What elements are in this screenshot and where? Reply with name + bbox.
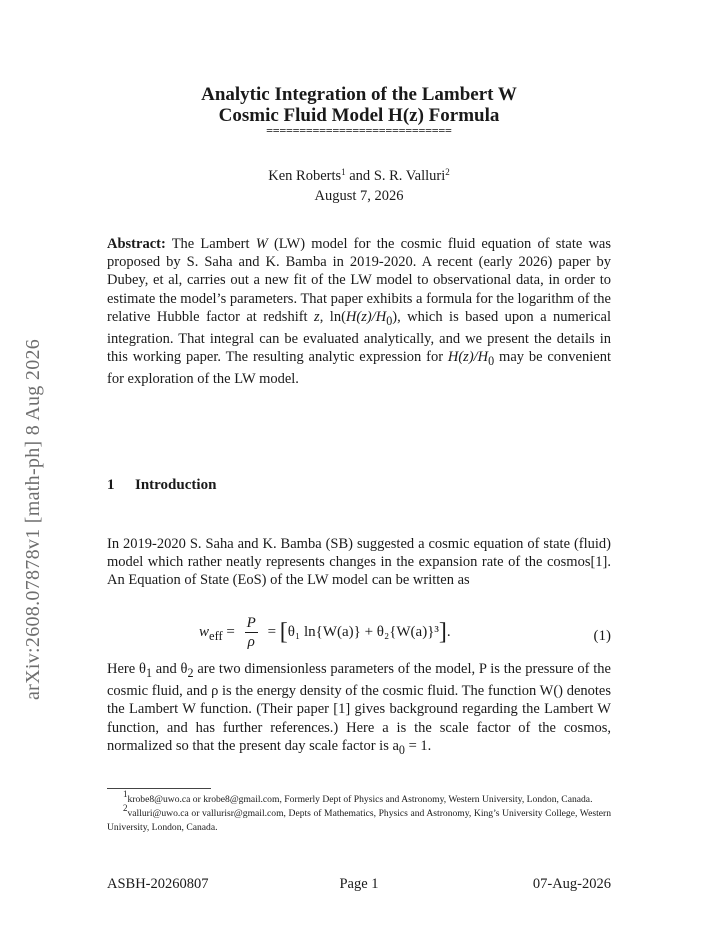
author-2: S. R. Valluri [373, 168, 446, 184]
eq-lhs: w [199, 623, 210, 640]
para2-text-a: Here θ [107, 661, 146, 677]
abstract-text-1: The Lambert [165, 236, 256, 252]
footnote-1-text: krobe8@uwo.ca or krobe8@gmail.com, Formerly Dept of Physics and Astronomy, Western University, London, Canada. [127, 794, 593, 805]
eq-denominator: ρ [247, 634, 255, 650]
eq-fraction [245, 614, 258, 651]
footnote-2-mark: 2 [123, 803, 128, 813]
eq-numerator: P [246, 615, 256, 631]
theta-1-subscript: 1 [145, 665, 152, 680]
abstract-text-3: , ln( [319, 308, 346, 325]
abstract-h0-subscript: 0 [386, 313, 393, 328]
author-2-footnote-mark: 2 [445, 167, 450, 177]
paper-date: August 7, 2026 [314, 188, 404, 204]
eq-lhs-subscript: eff [209, 628, 223, 643]
footnote-1-mark: 1 [123, 789, 128, 799]
footnote-2 [107, 803, 611, 835]
abstract-w-symbol: W [255, 236, 268, 252]
footer-date: 07-Aug-2026 [532, 876, 611, 892]
intro-paragraph-1: In 2019-2020 S. Saha and K. Bamba (SB) suggested a cosmic equation of state (fluid) model which rather neatly represents changes in the expansion rate of the cosmos[1]. An Equation of State (EoS) of the LW model can be written as [107, 536, 611, 589]
abstract-label: Abstract: [107, 236, 166, 252]
footer-doc-id: ASBH-20260807 [107, 876, 209, 892]
eq-equals: = [222, 623, 239, 640]
eq-equals-2: = [263, 623, 280, 640]
abstract [107, 235, 611, 388]
eq-rhs: θ₁ ln{W(a)} + θ₂{W(a)}³ [287, 623, 439, 640]
intro-paragraph-2 [107, 660, 611, 759]
title-rule: ============================ [266, 124, 452, 137]
abstract-h0-subscript-2: 0 [488, 354, 495, 368]
para2-text-g: = 1. [404, 737, 432, 754]
eq-left-bracket: [ [279, 619, 288, 645]
abstract-z-symbol: z [314, 308, 320, 325]
abstract-hz-ratio: H(z)/H [345, 308, 387, 325]
equation-1 [107, 612, 611, 658]
title-line-2: Cosmic Fluid Model H(z) Formula [218, 105, 500, 126]
equation-body [199, 614, 451, 651]
footnotes [107, 789, 611, 835]
abstract-text-4: ), which is based upon a numerical integration. That integral can be evaluated analytically, and we present the details in this working paper. The resulting analytic expression for [107, 308, 611, 366]
abstract-text-5: may be convenient for exploration of the LW model. [107, 349, 611, 388]
author-line [107, 166, 611, 186]
author-1-footnote-mark: 1 [341, 167, 346, 177]
section-number: 1 [107, 477, 115, 493]
section-heading [107, 477, 216, 494]
a0-subscript: 0 [398, 742, 405, 757]
author-conjunction: and [345, 168, 374, 184]
footer-page-number: Page 1 [339, 876, 379, 892]
para2-text-e: are two dimensionless parameters of the model, P is the pressure of the cosmic fluid, and ρ is the energy density of the cosmic fluid. The function W() denotes the Lambert W function. (Their paper [1] gives background regarding the Lambert W function, and has further references.) Here a is the scale factor of the cosmos, normalized so that the present day scale factor is a [107, 661, 611, 754]
abstract-text-2: (LW) model for the cosmic fluid equation of state was proposed by S. Saha and K. Bamba in 2019-2020. A recent (early 2026) paper by Dubey, et al, carries out a new fit of the LW model to observational data, in order to estimate the model’s parameters. That paper exhibits a formula for the logarithm of the relative Hubble factor at redshift [107, 236, 611, 325]
para2-text-c: and θ [151, 661, 188, 677]
author-1: Ken Roberts [268, 168, 342, 184]
footnote-1 [107, 789, 611, 807]
paper-title [107, 84, 611, 126]
footnote-2-text: valluri@uwo.ca or vallurisr@gmail.com, Depts of Mathematics, Physics and Astronomy, King’s University College, Western University, London, Canada. [107, 808, 611, 833]
abstract-hz-ratio-2: H(z)/H [447, 349, 489, 366]
title-line-1: Analytic Integration of the Lambert W [201, 84, 517, 105]
eq-period: . [446, 623, 451, 640]
eq-right-bracket: ] [438, 619, 447, 645]
theta-2-subscript: 2 [187, 665, 194, 680]
arxiv-identifier-stamp: arXiv:2608.07878v1 [math-ph] 8 Aug 2026 [22, 338, 44, 700]
author-block [107, 166, 611, 206]
section-title: Introduction [135, 477, 217, 493]
equation-number: (1) [593, 628, 611, 644]
